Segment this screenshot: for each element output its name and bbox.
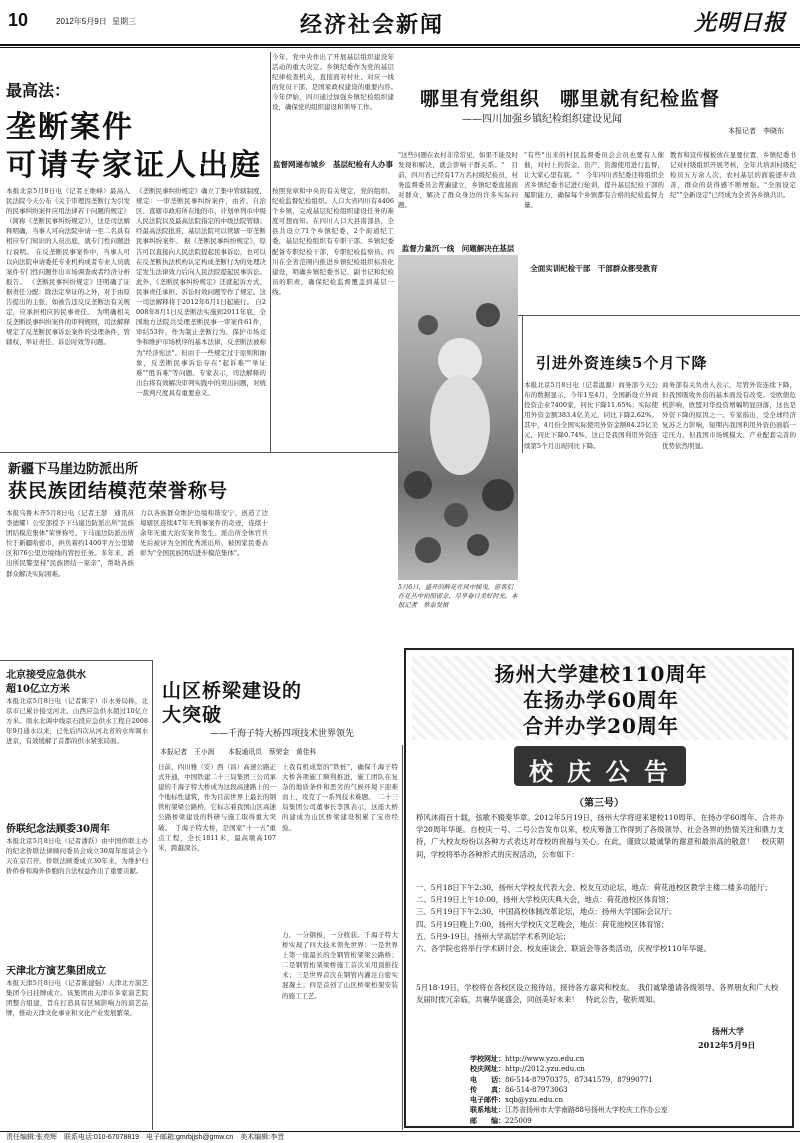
party-col4: 教育和宣传模板放在显要位置，乡镇纪委书记对村级组织开展考核，全年共培训村级纪检员五万余人次，农村基层的面貌逐步改善，群众的获得感不断增强。"全面设定纪""全新设定"已经成为全省各乡镇共识。 [670,151,796,200]
yzu-headline-1: 扬州大学建校110周年 [494,662,708,686]
yzu-signature-date: 2012年5月9日 [698,1040,756,1050]
yzu-event-list [416,882,784,982]
fdi-col1: 本报北京5月8日电（记者温源）商务部今天公布的数据显示，今年1至4月，全国新设立外商投资企业7400家，同比下降11.65%；实际使用外资金额383.4亿美元，同比下降2.62%。其中，4月份全国实际使用外资金额84.25亿美元，同比下降0.74%，这已是我国利用外资连续第5个月出现同比下降。 [524,381,658,450]
border-col2: 力以各族群众维护边境和谐安宁、创造了边境辖区连续47年无刑事案件的奇迹，连续十余年无重大治安案件发生。派出所全体官兵先后被评为全国优秀派出所，被国家民委表彰为"全国民族团结进步模范集体"。 [140,509,268,558]
bridge-subtitle: ——千海子特大桥四项技术世界领先 [210,729,355,739]
yzu-contact-row: 邮 编：225009 [470,1115,532,1125]
yzu-contact-row: 电 话：86-514-87970375，87341579，87990771 [470,1074,653,1084]
overseas-title: 侨联纪念法顾委30周年 [6,824,110,835]
bridge-col1: 日前，四川雅（安）西（昌）高速公路正式开通，中国铁建二十三局集团三公司承建的千海子特大桥成为这段高速路上的一个地标性建筑，作为目前世界上最长的钢管桁架梁公路桥，它标志着我国山区高速公路桥梁建设的科研与施工取得重大突破。 千海子特大桥，是国家"十一五"重点工程，全长1811米，最高墩高107米，跨越深谷。 [158,763,276,852]
top-body-col2 [136,186,266,450]
water-title: 北京接受应急供水 [6,670,86,681]
party-sub-3: 全面实训纪检干部 干部群众都受教育 [530,264,658,273]
newspaper-logo: 光明日报 [694,10,787,36]
border-title-2: 获民族团结模范荣誉称号 [8,480,229,502]
yzu-notice-title: 校 庆 公 告 [528,757,672,786]
bridge-title-1: 山区桥梁建设的 [162,680,303,702]
top-para-4: 为明确相关反垄断民事纠纷案件的审判规则，司法解释规定了反垄断民事诉讼案件的受理条件、管辖权、举证责任、诉讼时效等问题。 [6,308,130,347]
tianjin-title: 天津北方演艺集团成立 [6,966,106,977]
water-title-2: 超10亿立方米 [6,684,70,695]
yzu-contact-row: 校庆网址：http://2012.yzu.edu.cn [470,1064,585,1074]
yzu-headline-2: 在扬办学60周年 [523,688,679,712]
yzu-closing: 5月18-19日，学校将在各校区设立接待站，接待各方嘉宾和校友。 我们诚挚邀请各级领导、各界朋友和广大校友届时拨冗亲临，共襄华诞盛会，同创美好未来！ 特此公告，敬祈周知。 [416,983,779,1005]
top-para-5: 《垄断民事纠纷规定》确立了集中管辖制度，规定：一审垄断民事纠纷案件，由省、自治区、直辖市政府所在地的市、计划单列市中级人民法院以及最高法院指定的中级法院管辖；经最高法院批准，基层法院可以管辖一审垄断民事纠纷案件。 [136,187,266,246]
border-col1: 本报乌鲁木齐5月8日电（记者王瑟 通讯员李德耀）公安部授予下马崖边防派出所"民族团结模范集体"荣誉称号。下马崖边防派出所位于新疆哈密市，担负着约1400平方公里辖区和76公里边境线的管控任务。多年来，派出所民警坚持"民族团结一家亲"，帮助各族群众解决实际困难。 [6,509,134,578]
yzu-email-link[interactable]: xqb@yzu.edu.cn [505,1096,564,1105]
yzu-event-item: 一、5月18日下午2:30，扬州大学校友代表大会、校友互动论坛，地点：荷花池校区教学主楼二楼多功能厅； [416,883,772,892]
top-body-col1 [6,186,130,450]
tianjin-body: 本报天津5月8日电（记者陈建强）天津北方演艺集团今日挂牌成立。该集团由天津市多家演艺院团整合组建，旨在打造具有区域影响力的演艺品牌，推动天津文化事业和文化产业发展繁荣。 [6,979,148,1018]
party-sub-2: 监督力量沉一线 问题解决在基层 [401,244,515,253]
top-title-line2: 可请专家证人出庭 [6,148,262,183]
top-para-1: 本报北京5月8日电（记者王维峰）最高人民法院今天公布《关于审理因垄断行为引发的民事纠纷案件应用法律若干问题的规定》（简称《垄断民事纠纷规定》），这是司法解释明确，当事人可向法院申请一至二名具有相应专门知识的人员出庭，就专门性问题进行说明。 [6,187,130,256]
yzu-anniversary-link[interactable]: http://2012.yzu.edu.cn [505,1065,585,1074]
yzu-website-link[interactable]: http://www.yzu.edu.cn [505,1055,585,1063]
header-date: 2012年5月9日 [56,17,107,26]
page-footer: 责任编辑:张亮辉 联系电话:010-67078819 电子邮箱:gmrbjjsh@gmw.cn 美术编辑:李晋 [6,1134,285,1141]
photo-caption: 5月6日，盛开的鲜花在风中摇曳，游客们在花丛中拍照留念，尽享春日美好时光。本报记者 蔡泰发摄 [398,584,518,609]
yzu-contact-row: 电子邮件：xqb@yzu.edu.cn [470,1095,564,1105]
top-para-3: 《垄断民事纠纷规定》还明确了证据责任分配：除法定举证的之外，对于由原告提出的主张，如被告违反反垄断法有关规定，应承担相应的民事责任。 [6,277,130,317]
yzu-ad-box [404,648,794,1128]
news-photo [398,255,518,580]
party-col2: "这些问题在农村非常常见，如果不能及时发现和解决，就会影响干群关系。" 目前，四川省已经有17万名村级纪检员，村务监督委员会普遍建立，乡镇纪委直接面对群众，解决了群众身边的许多实际问题。 [398,151,518,210]
overseas-body: 本报北京5月8日电（记者潘跃）由中国侨联主办的纪念侨联法律顾问委员会成立30周年座谈会今天在京召开。侨联法顾委成立30年来，为维护归侨侨眷和海外侨胞的合法权益作出了重要贡献。 [6,837,148,876]
party-col1-upper: 按照党章和中央的有关规定，党的组织、纪检监督纪检组织。人口大省四川有4406个乡镇，完成基层纪检组织建设任务的难度可想而知。在四川人口大县南部县，全县共设立71个乡镇纪委，2个街道纪工委，基层纪检组织有专职干部。乡镇纪委配备专职纪检干部，专职纪检监察员。四川在全省范围内推进乡镇纪检组织标准化建设，明确乡镇纪委书记、副书记和纪检员的职责，确保纪检监督覆盖到基层一线。 [272,187,394,296]
yzu-notice-number: （第三号） [574,798,624,809]
party-title: 哪里有党组织 哪里就有纪检监督 [420,88,721,110]
header-weekday: 星期三 [112,17,136,26]
bridge-byline: 本报记者 王小润 本报通讯员 蔡荣金 黄佳科 [160,748,317,756]
yzu-event-item: 二、5月19日上午10:00，扬州大学校庆庆典大会，地点：荷花池校区体育馆； [416,895,674,905]
yzu-contact-row: 联系地址：江苏省扬州市大学南路88号扬州大学校庆工作办公室 [470,1105,668,1115]
yzu-event-item: 四、5月19日晚上7:00，扬州大学校庆文艺晚会，地点：荷花池校区体育馆； [416,919,669,929]
bridge-col3: 力，一分钢板，一分收获。千海子特大桥实现了四大技术领先世界：一是世界上第一座最长的全钢管桁架梁公路桥；二是钢管桁架梁桥施工首次采用顶推技术；三是世界首次在钢管内灌注自密实混凝土；四是首创了山区桥梁桁架安装的施工工艺。 [282,931,398,1000]
bridge-col2: 上我有机成型的"铁桩"，确保千海子特大桥各项施工顺利推进，施工团队在复杂的地质条件和恶劣的气候环境下迎难而上，攻克了一系列技术难题。 二十三局集团公司董事长李凯表示，这座大桥的建成为山区桥梁建设积累了宝贵经验。 [282,763,398,832]
yzu-event-item: 三、5月19日下午2:30，中国高校体制改革论坛，地点：扬州大学国际会议厅； [416,907,676,917]
yzu-event-item: 六、各学院也将举行学术研讨会、校友座谈会、联谊会等各类活动，庆祝学校110年华诞。 [416,944,711,954]
page-number: 10 [8,10,29,30]
yzu-contact-row: 传 真：86-514-87973063 [470,1084,568,1094]
top-kicker: 最高法： [6,81,71,100]
party-byline: 本报记者 李晓东 [728,127,784,135]
top-para-8: 自2008年8月1日反垄断法实施到2011年底，全国地方法院共受理垄断民事一审案件61件，审结53件，作为制止垄断行为、保护市场竞争和维护市场秩序的基本法律，反垄断法被称为"经济宪法"。但由于一些规定过于原则和抽象，反垄断民事诉讼存在"起诉难""举证难""胜诉难"等问题。专家表示，司法解释的出台将有效解决审判实践中的突出问题，对统一裁判尺度具有重要意义。 [136,298,266,397]
party-sub-1: 监督网递布城乡 基层纪检有人办事 [273,160,393,169]
yzu-event-item: 五、5月9-19日，扬州大学高层学术系列论坛； [416,931,571,941]
top-para-6: 据《垄断民事纠纷规定》，原告可以直接向人民法院提起民事诉讼，也可以在反垄断执法机构认定构成垄断行为的处理决定发生法律效力后向人民法院提起民事诉讼。 [136,237,266,276]
yzu-signature: 扬州大学 [712,1026,744,1036]
top-title-line1: 垄断案件 [6,110,134,145]
water-body: 本报北京5月8日电（记者陈宇）市水务局称，北京市已累计接受河北、山西应急供水超过10亿立方米。南水北调中线京石段应急供水工程自2008年9月通水以来，已先后四次从河北省的水库调水进京，有效缓解了首都的供水紧张局面。 [6,697,148,746]
party-col3: "有些"出来的村民监督委员会会员也要有人催催，对村上的资金、资产、资源使用进行监督，让大家心里有底。" 今年四川省纪委还将组织全省乡镇纪委书记进行轮训，提升基层纪检干部的履职能力，确保每个乡镇都有合格的纪检监督力量。 [524,151,664,210]
top-para-7: 此外，《垄断民事纠纷规定》还就起诉方式、民事责任承担、诉讼时效问题等作了规定。这一司法解释将于2012年6月1日起施行。 [136,277,266,307]
top-para-2: 在反垄断民事案件中，当事人可以向法院申请委托专业机构或者专业人员就案件专门性问题作出市场调查或者经济分析报告。 [6,247,130,286]
section-title: 经济社会新闻 [300,12,445,38]
fdi-title: 引进外资连续5个月下降 [536,354,708,372]
yzu-contact-row: 学校网址：http://www.yzu.edu.cn [470,1054,585,1063]
bridge-title-2: 大突破 [162,704,223,726]
yzu-headline-3: 合并办学20周年 [523,714,679,738]
fdi-col2: 商务部有关负责人表示，尽管外资连续下降，但我国吸收外资的基本面没有改变。受欧债危机影响，欧盟对华投资增幅明显回落，这也是外资下降的原因之一。专家指出，受全球经济复苏乏力影响，短期内我国利用外资仍面临一定压力，但我国市场规模大、产业配套完善的优势依然明显。 [662,381,796,450]
page-header [0,0,800,44]
yzu-contact-list [470,1054,790,1126]
intro-text: 今年，党中央作出了开展基层组织建设年活动的重大决定。乡镇纪委作为党的基层纪律检查机关，直接面对村社、对应一线的党员干部，是国家政权建设的重要内容。 今年伊始，四川通过加强乡镇纪检组织建设，确保党的组织建设和领导工作。 [272,53,401,112]
yzu-notice-banner [514,746,686,786]
yzu-intro: 栉风沐雨百十载，弦歌不辍奏华章。2012年5月19日，扬州大学将迎来建校110周年、在扬办学60周年、合并办学20周年华诞。自校庆一号、二号公告发布以来，校庆筹备工作得到了各级领导、社会各界的热情关注和鼎力支持，广大校友纷纷以各种方式表达对母校的祝福与关心。在此，谨致以最诚挚的谢意和最崇高的敬意！ 校庆期间，学校将举办各种形式的庆祝活动，公布如下： [416,813,784,859]
photo-illustration [398,255,518,580]
party-subtitle: ——四川加强乡镇纪检组织建设见闻 [462,114,622,125]
border-title-1: 新疆下马崖边防派出所 [8,462,139,477]
